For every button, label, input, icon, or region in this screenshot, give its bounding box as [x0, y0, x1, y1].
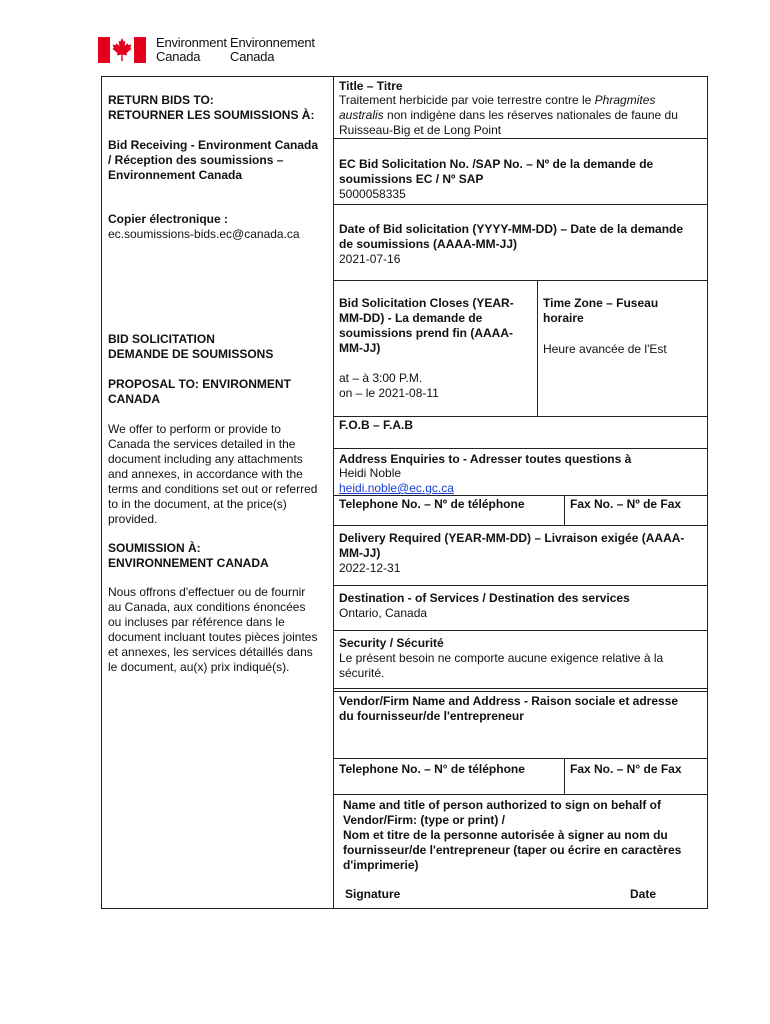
return-bids-to: RETURN BIDS TO: [108, 93, 214, 107]
timezone-label: Time Zone – Fuseau horaire [543, 296, 659, 325]
bid-solicitation-heading: BID SOLICITATION DEMANDE DE SOUMISSONS [108, 332, 274, 361]
divider [333, 204, 708, 205]
proposal-to: PROPOSAL TO: ENVIRONMENT CANADA [108, 377, 291, 406]
divider [333, 630, 708, 631]
department-name-fr: Environnement Canada [230, 35, 315, 64]
soumission-heading: SOUMISSION À: ENVIRONNEMENT CANADA [108, 541, 269, 570]
date-label: Date of Bid solicitation (YYYY-MM-DD) – Date de la demande de soumissions (AAAA-MM-JJ) [339, 222, 684, 251]
return-bids-to-fr: RETOURNER LES SOUMISSIONS À: [108, 108, 315, 122]
destination-value: Ontario, Canada [339, 606, 428, 620]
divider-vertical [537, 280, 538, 416]
divider [333, 448, 708, 449]
offer-text-en: We offer to perform or provide to Canada the services detailed in the document including any attachments and annexes, in accordance with the terms and conditions set out or referred to in the document, at the price(s) provided. [108, 422, 318, 526]
enquiries-label: Address Enquiries to - Adresser toutes questions à [339, 452, 632, 466]
flag-bar-right [134, 37, 146, 63]
vendor-label: Vendor/Firm Name and Address - Raison sociale et adresse du fournisseur/de l'entrepreneur [339, 694, 679, 723]
enquiries-email-link[interactable]: heidi.noble@ec.gc.ca [339, 481, 454, 495]
divider [333, 525, 708, 526]
bid-receiving: Bid Receiving - Environment Canada / Réception des soumissions – Environnement Canada [108, 138, 319, 182]
delivery-label: Delivery Required (YEAR-MM-DD) – Livraison exigée (AAAA- MM-JJ) [339, 531, 685, 560]
signature-label: Signature [345, 887, 401, 901]
government-signature [98, 36, 338, 66]
vendor-fax-label: Fax No. – N° de Fax [570, 762, 682, 776]
security-value: Le présent besoin ne comporte aucune exigence relative à la sécurité. [339, 651, 664, 680]
timezone-value: Heure avancée de l'Est [543, 342, 667, 356]
delivery-value: 2022-12-31 [339, 561, 401, 575]
divider [333, 758, 708, 759]
title-label: Title – Titre [339, 79, 403, 93]
copy-email: ec.soumissions-bids.ec@canada.ca [108, 227, 300, 241]
offer-text-fr: Nous offrons d'effectuer ou de fournir au Canada, aux conditions énoncées ou incluses par référence dans le document incluant toutes pièces jointes et annexes, les services détaillés dans le document, au(x) prix indiqué(s). [108, 585, 318, 674]
divider [333, 691, 708, 692]
divider [333, 495, 708, 496]
divider [333, 138, 708, 139]
title-text: Traitement herbicide par voie terrestre contre le Phragmites australis non indigène dans les réserves nationales de faune du Ruisseau-Big et de Long Point [339, 93, 678, 137]
department-name-en: Environment Canada [156, 35, 227, 64]
security-label: Security / Sécurité [339, 636, 444, 650]
divider [333, 280, 708, 281]
vendor-telephone-label: Telephone No. – N° de téléphone [339, 762, 525, 776]
closes-label: Bid Solicitation Closes (YEAR- MM-DD) - La demande de soumissions prend fin (AAAA- MM-JJ) [339, 296, 514, 355]
enquiries-name: Heidi Noble [339, 466, 402, 480]
date-value: 2021-07-16 [339, 252, 401, 266]
solicitation-no: 5000058335 [339, 187, 406, 201]
divider [333, 794, 708, 795]
canada-flag-icon [98, 37, 146, 63]
divider-vertical [564, 758, 565, 794]
divider [333, 585, 708, 586]
fob-label: F.O.B – F.A.B [339, 418, 414, 432]
telephone-label: Telephone No. – Nº de téléphone [339, 497, 525, 511]
divider [333, 416, 708, 417]
solicitation-no-label: EC Bid Solicitation No. /SAP No. – Nº de la demande de soumissions EC / Nº SAP [339, 157, 654, 186]
fax-label: Fax No. – Nº de Fax [570, 497, 682, 511]
flag-bar-left [98, 37, 110, 63]
copy-label: Copier électronique : [108, 212, 229, 226]
closes-at: at – à 3:00 P.M. on – le 2021-08-11 [339, 371, 439, 400]
date-sign-label: Date [630, 887, 657, 901]
maple-leaf-icon [112, 38, 132, 62]
divider [333, 688, 708, 689]
destination-label: Destination - of Services / Destination des services [339, 591, 630, 605]
authorized-label: Name and title of person authorized to sign on behalf of Vendor/Firm: (type or print) / Nom et titre de la personne autorisée à signer au nom du fournisseur/de l'entrepreneur (taper ou écrire en caractères d'imprimerie) [343, 798, 682, 872]
divider-vertical [564, 495, 565, 525]
